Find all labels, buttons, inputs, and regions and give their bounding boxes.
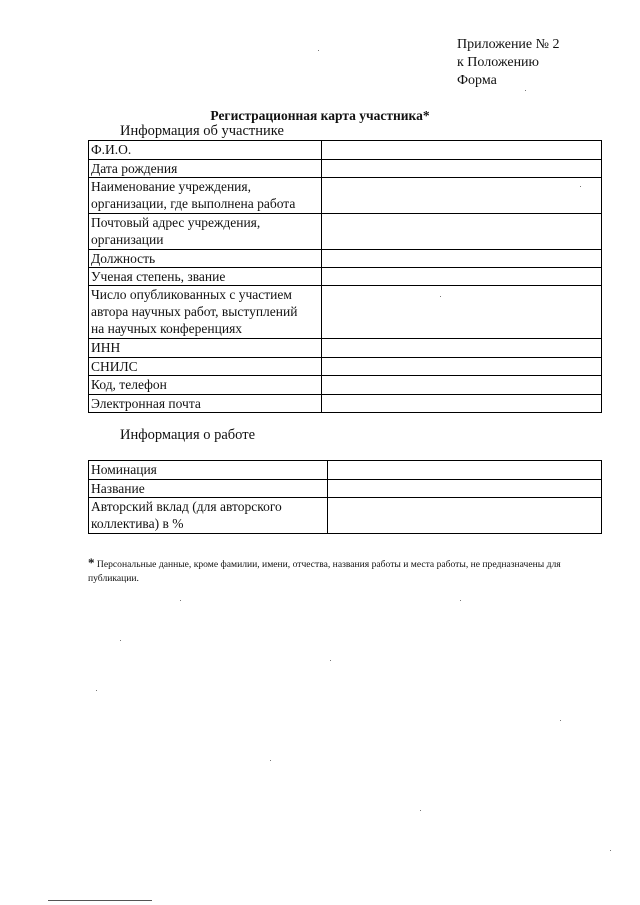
table-row xyxy=(89,339,602,358)
document-title: Регистрационная карта участника* xyxy=(210,108,430,123)
phone-field[interactable] xyxy=(322,376,602,395)
row-label-publications: Число опубликованных с участием автора научных работ, выступлений на научных конференциях xyxy=(89,286,322,339)
author-contribution-field[interactable] xyxy=(328,498,602,534)
work-info-table xyxy=(88,460,602,534)
scan-speck xyxy=(180,600,181,601)
scan-speck xyxy=(610,850,611,851)
row-label-birth-date: Дата рождения xyxy=(89,160,322,178)
row-label-nomination: Номинация xyxy=(89,461,328,480)
footnote xyxy=(88,556,612,586)
snils-field[interactable] xyxy=(322,358,602,376)
appendix-line-3: Форма xyxy=(457,73,497,88)
row-label-author-contribution: Авторский вклад (для авторского коллектива) в % xyxy=(89,498,328,534)
row-label-inn: ИНН xyxy=(89,339,322,358)
participant-info-table xyxy=(88,140,602,413)
birth-date-field[interactable] xyxy=(322,160,602,178)
scan-speck xyxy=(96,690,97,691)
full-name-field[interactable] xyxy=(322,141,602,160)
table-row xyxy=(89,498,602,534)
table-row xyxy=(89,250,602,268)
scan-speck xyxy=(120,640,121,641)
nomination-field[interactable] xyxy=(328,461,602,480)
row-label-degree: Ученая степень, звание xyxy=(89,268,322,286)
table-row xyxy=(89,178,602,214)
position-field[interactable] xyxy=(322,250,602,268)
scan-speck xyxy=(525,90,526,91)
scan-speck xyxy=(330,660,331,661)
publications-field[interactable] xyxy=(322,286,602,339)
row-label-organization: Наименование учреждения, организации, где выполнена работа xyxy=(89,178,322,214)
scan-speck xyxy=(580,186,581,187)
footnote-text: Персональные данные, кроме фамилии, имени, отчества, названия работы и места работы, не предназначены для публикации. xyxy=(88,559,561,584)
scan-speck xyxy=(420,810,421,811)
bottom-rule xyxy=(48,900,152,901)
table-row xyxy=(89,480,602,498)
table-row xyxy=(89,376,602,395)
scan-speck xyxy=(318,50,319,51)
table-row xyxy=(89,214,602,250)
table-row xyxy=(89,461,602,480)
footnote-marker: * xyxy=(88,555,95,570)
scan-speck xyxy=(440,296,441,297)
table-row xyxy=(89,286,602,339)
row-label-postal-address: Почтовый адрес учреждения, организации xyxy=(89,214,322,250)
row-label-snils: СНИЛС xyxy=(89,358,322,376)
email-field[interactable] xyxy=(322,395,602,413)
work-title-field[interactable] xyxy=(328,480,602,498)
inn-field[interactable] xyxy=(322,339,602,358)
row-label-email: Электронная почта xyxy=(89,395,322,413)
scan-speck xyxy=(460,600,461,601)
table-row xyxy=(89,160,602,178)
row-label-phone: Код, телефон xyxy=(89,376,322,395)
appendix-line-1: Приложение № 2 xyxy=(457,37,560,52)
degree-field[interactable] xyxy=(322,268,602,286)
postal-address-field[interactable] xyxy=(322,214,602,250)
scan-speck xyxy=(560,720,561,721)
scan-speck xyxy=(270,760,271,761)
row-label-work-title: Название xyxy=(89,480,328,498)
table-row xyxy=(89,268,602,286)
work-section-heading: Информация о работе xyxy=(120,427,256,443)
table-row xyxy=(89,141,602,160)
participant-section-heading: Информация об участнике xyxy=(120,123,284,139)
appendix-header xyxy=(457,36,560,90)
row-label-position: Должность xyxy=(89,250,322,268)
appendix-line-2: к Положению xyxy=(457,55,540,70)
organization-field[interactable] xyxy=(322,178,602,214)
table-row xyxy=(89,358,602,376)
table-row xyxy=(89,395,602,413)
row-label-full-name: Ф.И.О. xyxy=(89,141,322,160)
